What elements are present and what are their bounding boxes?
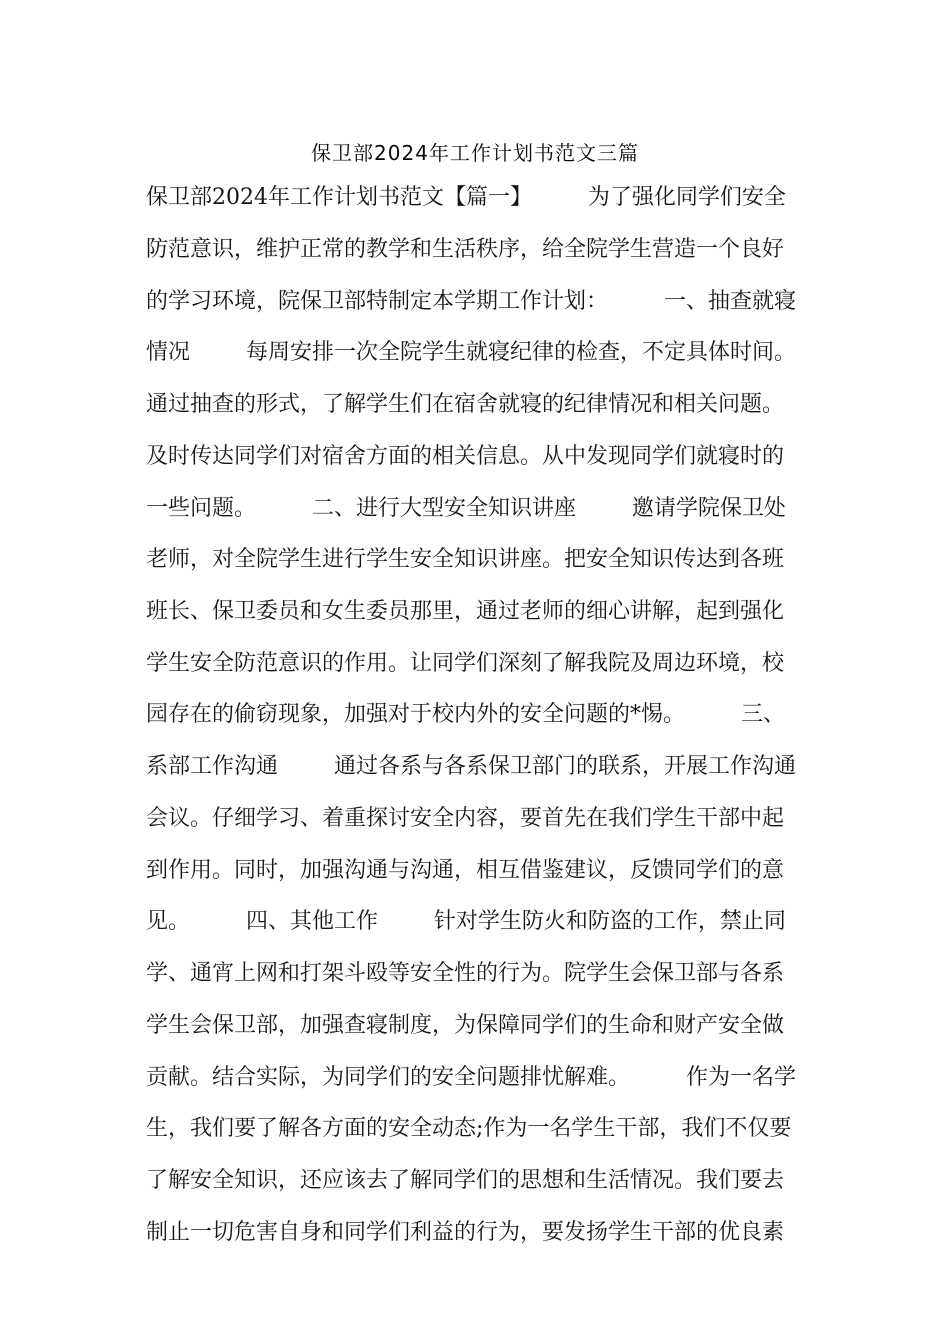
body-line: 了解安全知识，还应该去了解同学们的思想和生活情况。我们要去 xyxy=(146,1168,785,1193)
body-line: 一些问题。 二、进行大型安全知识讲座 邀请学院保卫处 xyxy=(146,496,786,521)
body-line: 保卫部2024年工作计划书范文【篇一】 为了强化同学们安全 xyxy=(146,185,786,210)
body-line: 情况 每周安排一次全院学生就寝纪律的检查，不定具体时间。 xyxy=(146,340,796,365)
body-line: 学生会保卫部，加强查寝制度，为保障同学们的生命和财产安全做 xyxy=(146,1013,785,1038)
body-line: 系部工作沟通 通过各系与各系保卫部门的联系，开展工作沟通 xyxy=(146,754,796,779)
body-line: 的学习环境，院保卫部特制定本学期工作计划： 一、抽查就寝 xyxy=(146,289,796,314)
body-line: 学生安全防范意识的作用。让同学们深刻了解我院及周边环境，校 xyxy=(146,651,785,676)
body-line: 通过抽查的形式，了解学生们在宿舍就寝的纪律情况和相关问题。 xyxy=(146,392,785,417)
body-line: 生，我们要了解各方面的安全动态;作为一名学生干部，我们不仅要 xyxy=(146,1116,792,1141)
body-line: 会议。仔细学习、着重探讨安全内容，要首先在我们学生干部中起 xyxy=(146,806,785,831)
body-line: 到作用。同时，加强沟通与沟通，相互借鉴建议，反馈同学们的意 xyxy=(146,858,785,883)
body-line: 园存在的偷窃现象，加强对于校内外的安全问题的*惕。 三、 xyxy=(146,702,785,727)
body-line: 见。 四、其他工作 针对学生防火和防盗的工作，禁止同 xyxy=(146,909,786,934)
body-line: 制止一切危害自身和同学们利益的行为，要发扬学生干部的优良素 xyxy=(146,1220,785,1245)
body-line: 贡献。结合实际，为同学们的安全问题排忧解难。 作为一名学 xyxy=(146,1065,796,1090)
body-line: 老师，对全院学生进行学生安全知识讲座。把安全知识传达到各班 xyxy=(146,547,785,572)
body-line: 防范意识，维护正常的教学和生活秩序，给全院学生营造一个良好 xyxy=(146,237,785,262)
body-line: 班长、保卫委员和女生委员那里，通过老师的细心讲解，起到强化 xyxy=(146,599,785,624)
document-title: 保卫部2024年工作计划书范文三篇 xyxy=(311,141,639,165)
body-line: 学、通宵上网和打架斗殴等安全性的行为。院学生会保卫部与各系 xyxy=(146,961,785,986)
body-line: 及时传达同学们对宿舍方面的相关信息。从中发现同学们就寝时的 xyxy=(146,444,785,469)
